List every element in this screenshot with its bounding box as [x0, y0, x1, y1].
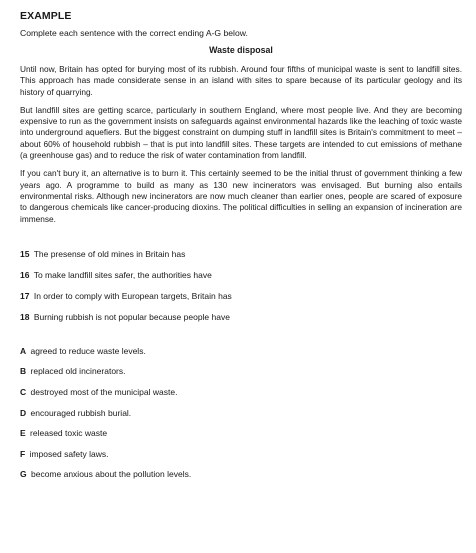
question-18 [20, 312, 462, 323]
option-text: become anxious about the pollution levels. [31, 469, 192, 480]
passage-body [20, 64, 462, 225]
option-letter: B [20, 366, 27, 377]
option-letter: E [20, 428, 26, 439]
option-text: encouraged rubbish burial. [30, 407, 132, 418]
question-list [20, 249, 462, 323]
option-a [20, 346, 462, 357]
question-number: 16 [20, 269, 30, 280]
passage-paragraph-1: Until now, Britain has opted for burying most of its rubbish. Around four fifths of municipal waste is sent to landfill sites. This approach has made considerate sense in an island with sites to spare because of its particular geology and its history of quarrying. [20, 64, 462, 97]
question-text: To make landfill sites safer, the authorities have [33, 269, 212, 280]
option-text: released toxic waste [30, 428, 108, 439]
option-f [20, 449, 462, 460]
question-text: In order to comply with European targets, Britain has [33, 290, 232, 301]
option-letter: D [20, 407, 27, 418]
question-text: The presense of old mines in Britain has [33, 248, 186, 259]
option-text: destroyed most of the municipal waste. [30, 387, 178, 398]
option-letter: A [20, 345, 27, 356]
question-number: 18 [20, 311, 30, 322]
option-g [20, 469, 462, 480]
question-16 [20, 270, 462, 281]
instruction-text: Complete each sentence with the correct ending A-G below. [20, 28, 248, 38]
example-heading: EXAMPLE [20, 10, 72, 22]
passage-paragraph-3: If you can't bury it, an alternative is to burn it. This certainly seemed to be the initial thrust of government thinking a few years ago. A programme to build as many as 130 new incinerators was envisaged. But burning also entails environmental risks. Although new incinerators are now much cleaner than earlier ones, people are scared of exposure to dangerous chemicals like cancer-producing dioxins. The political difficulties in selling an expansion of incineration are immense. [20, 168, 462, 224]
option-text: agreed to reduce waste levels. [30, 345, 146, 356]
option-e [20, 428, 462, 439]
question-number: 15 [20, 248, 30, 259]
question-text: Burning rubbish is not popular because people have [33, 311, 230, 322]
option-b [20, 366, 462, 377]
passage-title: Waste disposal [209, 45, 273, 55]
option-d [20, 408, 462, 419]
option-list [20, 346, 462, 481]
question-17 [20, 291, 462, 302]
option-letter: C [20, 387, 27, 398]
option-c [20, 387, 462, 398]
option-text: replaced old incinerators. [30, 366, 126, 377]
passage-paragraph-2: But landfill sites are getting scarce, particularly in southern England, where most people live. And they are becoming expensive to run as the government insists on safeguards against environmental hazards like the leaching of toxic waste into underground aquefiers. But the biggest constraint on dumping stuff in landfill sites is Britain's commitment to meet – about 60% of household rubbish – that is put into landfill sites. These targets are intended to cut emissions of methane (a greenhouse gas) and to reduce the risk of water contamination from landfill. [20, 104, 462, 161]
question-15 [20, 249, 462, 260]
option-text: imposed safety laws. [29, 448, 109, 459]
question-number: 17 [20, 290, 30, 301]
option-letter: F [20, 448, 26, 459]
option-letter: G [20, 469, 27, 480]
